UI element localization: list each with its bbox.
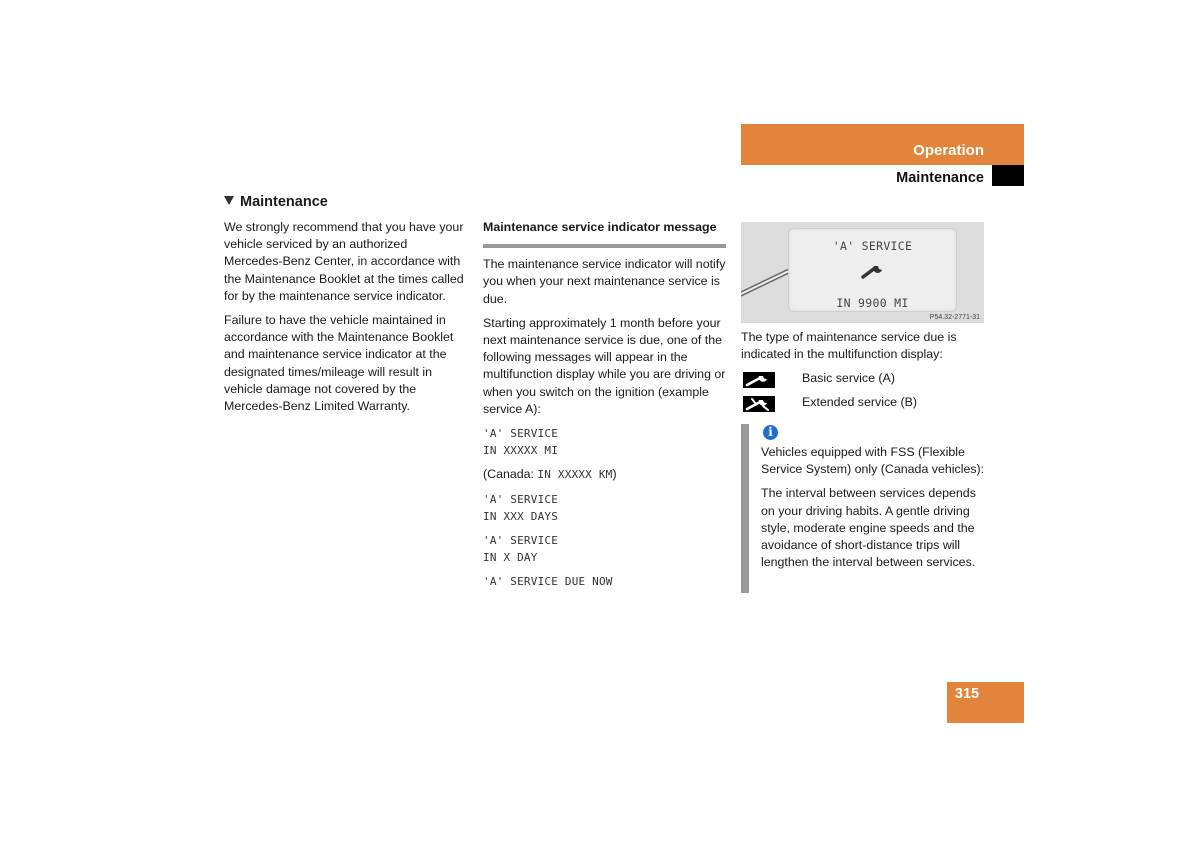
image-reference: P54.32-2771-31 xyxy=(929,314,980,321)
paragraph-recommend: We strongly recommend that you have your vehicle serviced by an authorized Mercedes-Benz Center, in accordance with the Maintenance Booklet at the times called for by the maintenance service indicator. xyxy=(224,220,464,303)
message-line: 'A' SERVICE xyxy=(483,492,559,506)
service-row-extended xyxy=(741,394,986,418)
message-line: IN XXXXX MI xyxy=(483,444,559,458)
canada-suffix: ) xyxy=(612,467,617,482)
message-line: IN X DAY xyxy=(483,551,538,565)
multifunction-display-illustration xyxy=(741,222,984,323)
chapter-header-bar xyxy=(741,124,1024,165)
service-row-basic xyxy=(741,370,986,394)
display-line-1: 'A' SERVICE xyxy=(832,239,913,253)
column-2 xyxy=(483,219,726,591)
section-title: Maintenance xyxy=(896,170,984,186)
message-line: 'A' SERVICE xyxy=(483,534,559,548)
info-note xyxy=(741,424,986,593)
chapter-title: Operation xyxy=(913,142,984,159)
paragraph-warranty: Failure to have the vehicle maintained in accordance with the Maintenance Booklet and maintenance service indicator at the designated times/mileage will result in vehicle damage not covered by the Mercedes-Benz Limited Warranty. xyxy=(224,313,454,414)
column-3 xyxy=(741,329,986,418)
info-icon: i xyxy=(763,425,778,440)
column-1 xyxy=(224,219,469,415)
message-example-1 xyxy=(483,425,726,459)
wrench-icon xyxy=(861,263,885,279)
indicator-message-heading: Maintenance service indicator message xyxy=(483,219,726,248)
message-example-3 xyxy=(483,532,726,566)
note-paragraph-interval: The interval between services depends on your driving habits. A gentle driving style, moderate engine speeds and the avoidance of short-distance trips will lengthen the interval between services. xyxy=(761,486,976,570)
paragraph-service-type: The type of maintenance service due is indicated in the multifunction display: xyxy=(741,330,957,362)
maintenance-heading-text: Maintenance xyxy=(240,194,328,210)
maintenance-heading xyxy=(224,194,328,210)
service-extended-label: Extended service (B) xyxy=(802,395,918,410)
display-line-2: IN 9900 MI xyxy=(836,296,909,310)
wrench-extended-icon xyxy=(743,396,775,412)
triangle-bullet-icon xyxy=(224,196,234,205)
page-number-box xyxy=(947,682,1024,723)
note-paragraph-fss: Vehicles equipped with FSS (Flexible Service System) only (Canada vehicles): xyxy=(761,445,985,477)
canada-note xyxy=(483,466,726,483)
message-example-2 xyxy=(483,491,726,525)
message-example-4: 'A' SERVICE DUE NOW xyxy=(483,575,613,589)
message-line: IN XXX DAYS xyxy=(483,509,559,523)
display-screen xyxy=(788,228,957,312)
canada-code: IN XXXXX KM xyxy=(537,468,613,482)
page-number: 315 xyxy=(954,686,980,702)
note-bar xyxy=(741,424,749,593)
message-line: 'A' SERVICE xyxy=(483,427,559,441)
service-basic-label: Basic service (A) xyxy=(802,371,895,386)
canada-prefix: (Canada: xyxy=(483,467,538,482)
section-marker xyxy=(992,165,1024,186)
paragraph-notify: The maintenance service indicator will notify you when your next maintenance service is due. xyxy=(483,257,726,306)
note-content xyxy=(761,424,987,571)
wrench-icon xyxy=(743,372,775,388)
paragraph-starting: Starting approximately 1 month before your next maintenance service is due, one of the following messages will appear in the multifunction display while you are driving or when you switch on the ignition (example service A): xyxy=(483,315,726,416)
